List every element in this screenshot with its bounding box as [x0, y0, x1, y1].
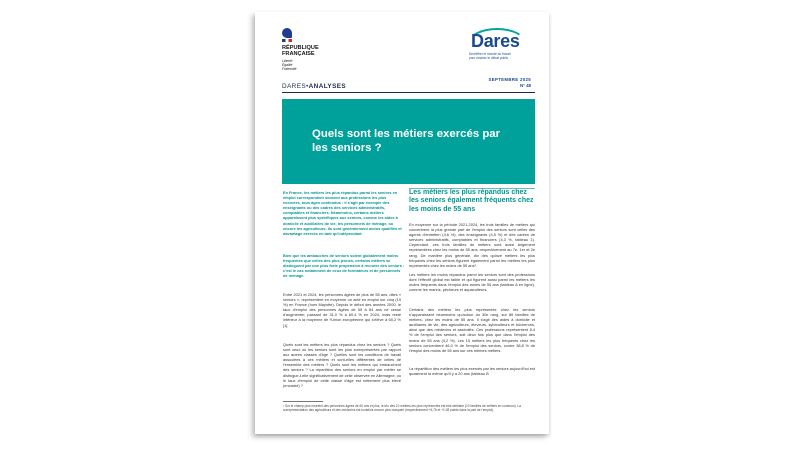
section-heading: Les métiers les plus répandus chez les seniors également fréquents chez les moins de 55 ans: [409, 189, 534, 213]
body-paragraph: En moyenne sur la période 2021-2024, les trois familles de métiers qui concentrent la plus grande part de l'emploi des seniors sont celles des agents d'entretien (4,6 %), des enseignants (4,5 %) et des cadres de services administratifs, comptables et financiers (4,3 %, tableau 1). Cependant, ces trois familles de métiers sont aussi largement représentées chez les moins de 55 ans, respectivement au 7e, 1er et 2e rang. De manière plus générale, dix des quinze métiers les plus fréquents chez les seniors figurent également parmi les métiers les plus représentés chez les moins de 55 ans¹.: [409, 222, 535, 268]
body-paragraph: Certains des métiers les plus représentés chez les seniors n'apparaissent néanmoins qu'autour du 30e rang, sur 86 familles de métiers, chez les moins de 55 ans. Il s'agit des aides à domicile et auxiliaires de vie, des agriculteurs, éleveurs, sylviculteurs et bûcherons, ainsi que des médecins et assimilés. Ces professions représentent 8,4 % de l'emploi des seniors, soit deux fois plus que dans l'emploi des moins de 55 ans (4,2 %). Les 15 métiers les plus fréquents chez les seniors concentrent 46,0 % de l'emploi des seniors, contre 38,8 % de l'emploi des moins de 55 ans sur ces mêmes métiers.: [409, 307, 535, 353]
issue-number: N° 48: [519, 83, 531, 88]
series-name: DARES•ANALYSES: [282, 83, 347, 90]
dares-tagline: Dechiffrer le monde du travail pour éclairer le débat public: [469, 52, 511, 60]
intro-paragraph: En France, les métiers les plus répandus parmi les seniors en emploi correspondent souvent aux professions les plus exercées, tous âges confondus : il s'agit par exemple des enseignants ou des cadres des services administratifs, comptables et financiers. Néanmoins, certains métiers apparaissent plus spécifiques aux seniors, comme les aides à domicile et auxiliaires de vie, les personnels de ménage, ou encore les agriculteurs. Ils sont généralement moins qualifiés et davantage exercés en tant qu'indépendant.: [283, 190, 402, 236]
dares-logo: Dares: [471, 31, 520, 51]
series-second: ANALYSES: [308, 83, 347, 90]
body-paragraph: Quels sont les métiers les plus répandus chez les seniors ? Quels sont ceux où les seniors sont les plus surreprésentés par rapport aux autres classes d'âge ? Quelles sont les conditions de travail associées à ces métiers et sont-elles différentes de celles de l'ensemble des métiers ? Quels sont les métiers qui embauchent des seniors ? La répartition des seniors en emploi par métier se distingue-t-elle significativement de celle observée en Allemagne, où le taux d'emploi de cette classe d'âge est nettement plus élevé (encadré) ?: [283, 342, 401, 388]
body-paragraph: La répartition des métiers les plus exercés par les seniors aujourd'hui est quasiment la même qu'il y a 20 ans (tableau B: [409, 366, 535, 377]
footnote: ¹ Sur le champ plus restreint des personnes âgées de 60 ans et plus, le trio des 10 métiers les plus représentés est très similaire (10 familles de métiers en commun). La surreprésentation des agriculteurs et des médecins est toutefois encore plus marquée (respectivement +6,76 et +1,08 points dans la part de l'emploi).: [283, 404, 521, 413]
series-first: DARES: [282, 83, 307, 90]
series-divider: [282, 92, 535, 93]
page-title: Quels sont les métiers exercés par les seniors ?: [312, 128, 501, 154]
tricolor-flag-icon: [282, 39, 292, 42]
footnote-divider: [283, 401, 323, 402]
marianne-icon: [282, 28, 292, 38]
body-paragraph: Les métiers les moins répandus parmi les seniors sont des professions dont l'effectif global est faible et qui figurent aussi parmi les métiers les moins fréquents dans l'emploi des moins de 55 ans (tableau A en ligne), comme les marins, pêcheurs et aquaculteurs.: [409, 272, 535, 293]
body-paragraph: Entre 2021 et 2024, les personnes âgées de plus de 55 ans, dites « seniors », représentent en moyenne un actif en emploi sur cinq (19 %) en France (hors Mayotte). Depuis le début des années 2000, le taux d'emploi des personnes âgées de 55 à 64 ans ne cesse d'augmenter, passant de 31,0 % à 60,4 % en 2024, mais reste inférieur à la moyenne de l'Union européenne qui s'élève à 65,2 % [1].: [283, 292, 401, 328]
title-banner: [282, 99, 535, 184]
republic-name: RÉPUBLIQUE FRANÇAISE: [282, 45, 319, 58]
intro-paragraph: Bien que les ambauches de seniors soient globalement moins fréquentes que celles des plus jeunes, certains métiers se distinguent par une plus forte propension à recruter des seniors : c'est le cas notamment de ceux de formateurs et de personnels de ménage.: [283, 253, 405, 279]
issue-date: SEPTEMBRE 2025: [488, 77, 531, 82]
republic-motto: Liberté Égalité Fraternité: [282, 59, 297, 71]
report-page: [255, 12, 549, 434]
